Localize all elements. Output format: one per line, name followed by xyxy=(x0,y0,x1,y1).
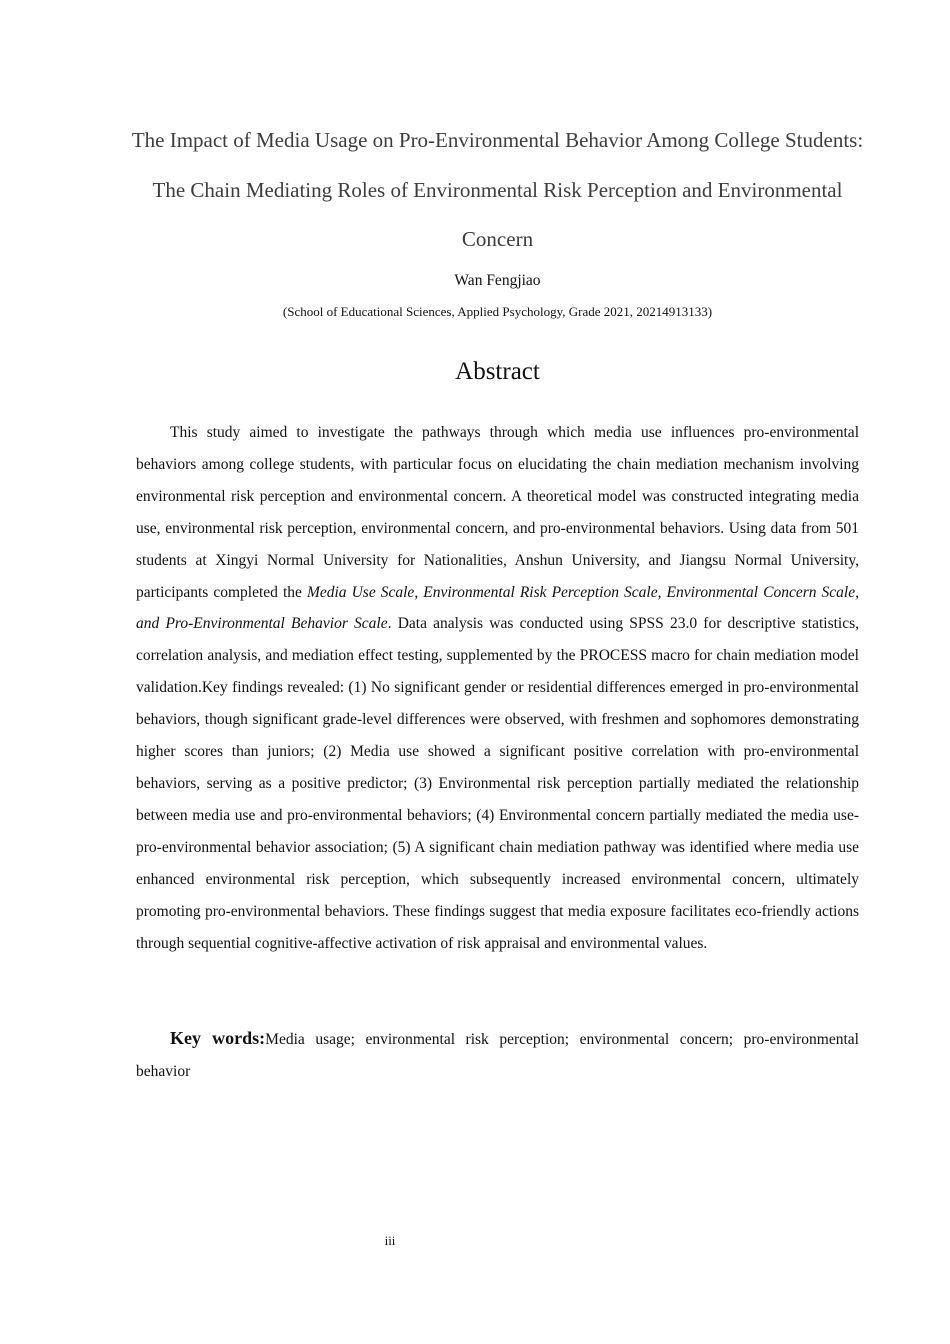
abstract-scales-italic: Media Use Scale, Environmental Risk Perception Scale, Environmental Concern Scale, and Pro-Environmental Behavior Scale xyxy=(136,583,859,633)
keywords-label: Key words: xyxy=(170,1028,266,1048)
abstract-text-part2: . Data analysis was conducted using SPSS 23.0 for descriptive statistics, correlation analysis, and mediation effect testing, supplemented by the PROCESS macro for chain mediation model validation.Key findings revealed: (1) No significant gender or residential differences emerged in pro-environmental behaviors, though significant grade-level differences were observed, with freshmen and sophomores demonstrating higher scores than juniors; (2) Media use showed a significant positive correlation with pro-environmental behaviors, serving as a positive predictor; (3) Environmental risk perception partially mediated the relationship between media use and pro-environmental behaviors; (4) Environmental concern partially mediated the media use-pro-environmental behavior association; (5) A significant chain mediation pathway was identified where media use enhanced environmental risk perception, which subsequently increased environmental concern, ultimately promoting pro-environmental behaviors. These findings suggest that media exposure facilitates eco-friendly actions through sequential cognitive-affective activation of risk appraisal and environmental values. xyxy=(136,615,860,952)
paper-title: The Impact of Media Usage on Pro-Environmental Behavior Among College Students: The Chain Mediating Roles of Environmental Risk Perception and Environmental Concern xyxy=(131,128,864,251)
keywords-text: Media usage; environmental risk perception; environmental concern; pro-environmental behavior xyxy=(136,1031,859,1080)
page-number: iii xyxy=(384,1233,396,1248)
keywords-paragraph xyxy=(136,1023,859,1088)
author-name: Wan Fengjiao xyxy=(454,272,541,289)
abstract-heading: Abstract xyxy=(455,358,540,385)
abstract-body xyxy=(136,417,859,959)
author-affiliation: (School of Educational Sciences, Applied Psychology, Grade 2021, 20214913133) xyxy=(282,304,713,319)
abstract-text-part1: This study aimed to investigate the pathways through which media use influences pro-environmental behaviors among college students, with particular focus on elucidating the chain mediation mechanism involving environmental risk perception and environmental concern. A theoretical model was constructed integrating media use, environmental risk perception, environmental concern, and pro-environmental behaviors. Using data from 501 students at Xingyi Normal University for Nationalities, Anshun University, and Jiangsu Normal University, participants completed the xyxy=(136,424,859,601)
